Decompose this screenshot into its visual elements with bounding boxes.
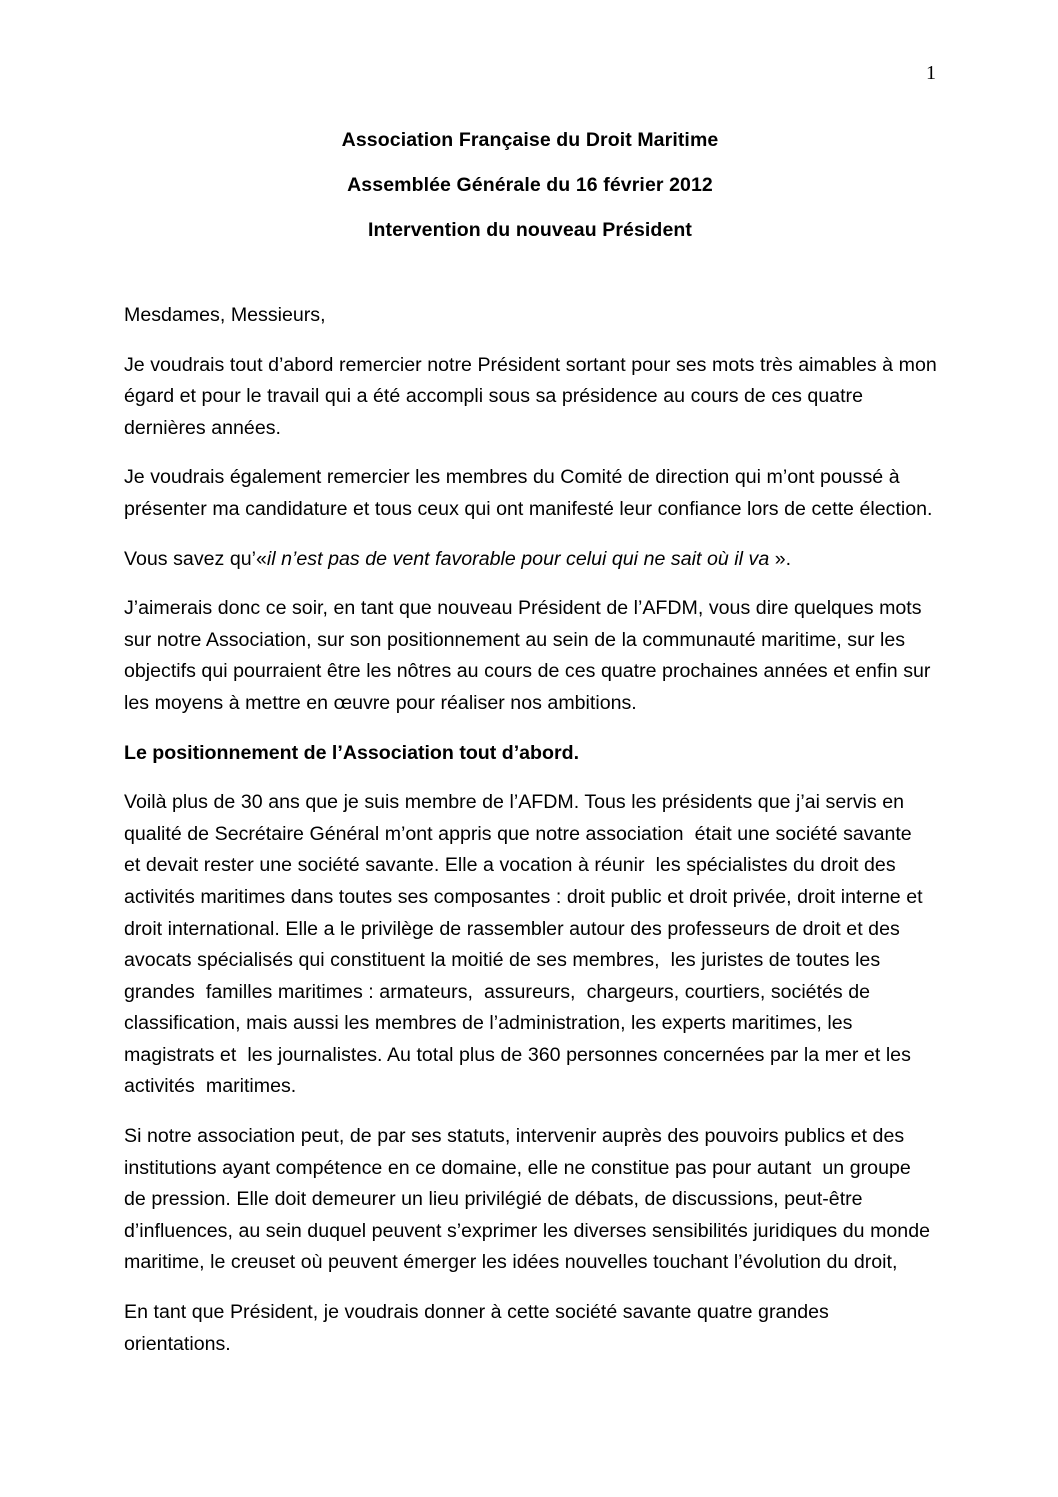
paragraph-quotation <box>124 544 938 576</box>
paragraph-speech-outline: J’aimerais donc ce soir, en tant que nouveau Président de l’AFDM, vous dire quelques mots sur notre Association, sur son positionnement au sein de la communauté maritime, sur les objectifs qui pourraient être les nôtres au cours de ces quatre prochaines années et enfin sur les moyens à mettre en œuvre pour réaliser nos ambitions. <box>124 597 936 714</box>
page-number: 1 <box>926 62 936 84</box>
paragraph-four-orientations: En tant que Président, je voudrais donner à cette société savante quatre grandes orientations. <box>124 1301 835 1355</box>
paragraph-thanks-outgoing-president: Je voudrais tout d’abord remercier notre Président sortant pour ses mots très aimables à mon égard et pour le travail qui a été accompli sous sa présidence au cours de ces quatre dernières années. <box>124 353 943 439</box>
paragraph-association-role: Si notre association peut, de par ses statuts, intervenir auprès des pouvoirs publics et des institutions ayant compétence en ce domaine, elle ne constitue pas pour autant un groupe de pression. Elle doit demeurer un lieu privilégié de débats, de discussions, peut-être d’influences, au sein duquel peuvent s’exprimer les diverses sensibilités juridiques du monde maritime, le creuset où peuvent émerger les idées nouvelles touchant l’évolution du droit, <box>124 1125 936 1274</box>
paragraph-thanks-committee: Je voudrais également remercier les membres du Comité de direction qui m’ont poussé à présenter ma candidature et tous ceux qui ont manifesté leur confiance lors de cette élection. <box>124 466 933 520</box>
salutation: Mesdames, Messieurs, <box>124 304 326 326</box>
quotation-tail-text: ». <box>769 547 792 570</box>
title-block <box>124 118 936 253</box>
quotation-lead-text: Vous savez qu’« <box>124 547 267 570</box>
document-title-line-2: Assemblée Générale du 16 février 2012 <box>347 174 713 196</box>
document-body <box>124 300 943 1360</box>
document-title-line-3: Intervention du nouveau Président <box>367 219 692 241</box>
document-title-line-1: Association Française du Droit Maritime <box>341 129 719 151</box>
paragraph-association-history: Voilà plus de 30 ans que je suis membre de l’AFDM. Tous les présidents que j’ai servis en qualité de Secrétaire Général m’ont appris que notre association était une société savante et devait rester une société savante. Elle a vocation à réunir les spécialistes du droit des activités maritimes dans toutes ses composantes : droit public et droit privée, droit interne et droit international. Elle a le privilège de rassembler autour des professeurs de droit et des avocats spécialisés qui constituent la moitié de ses membres, les juristes de toutes les grandes familles maritimes : armateurs, assureurs, chargeurs, courtiers, sociétés de classification, mais aussi les membres de l’administration, les experts maritimes, les magistrats et les journalistes. Au total plus de 360 personnes concernées par la mer et les activités maritimes. <box>124 791 929 1098</box>
section-heading-positionnement: Le positionnement de l’Association tout d’abord. <box>124 741 580 764</box>
quotation-italic-text: il n’est pas de vent favorable pour celui qui ne sait où il va <box>266 547 770 570</box>
